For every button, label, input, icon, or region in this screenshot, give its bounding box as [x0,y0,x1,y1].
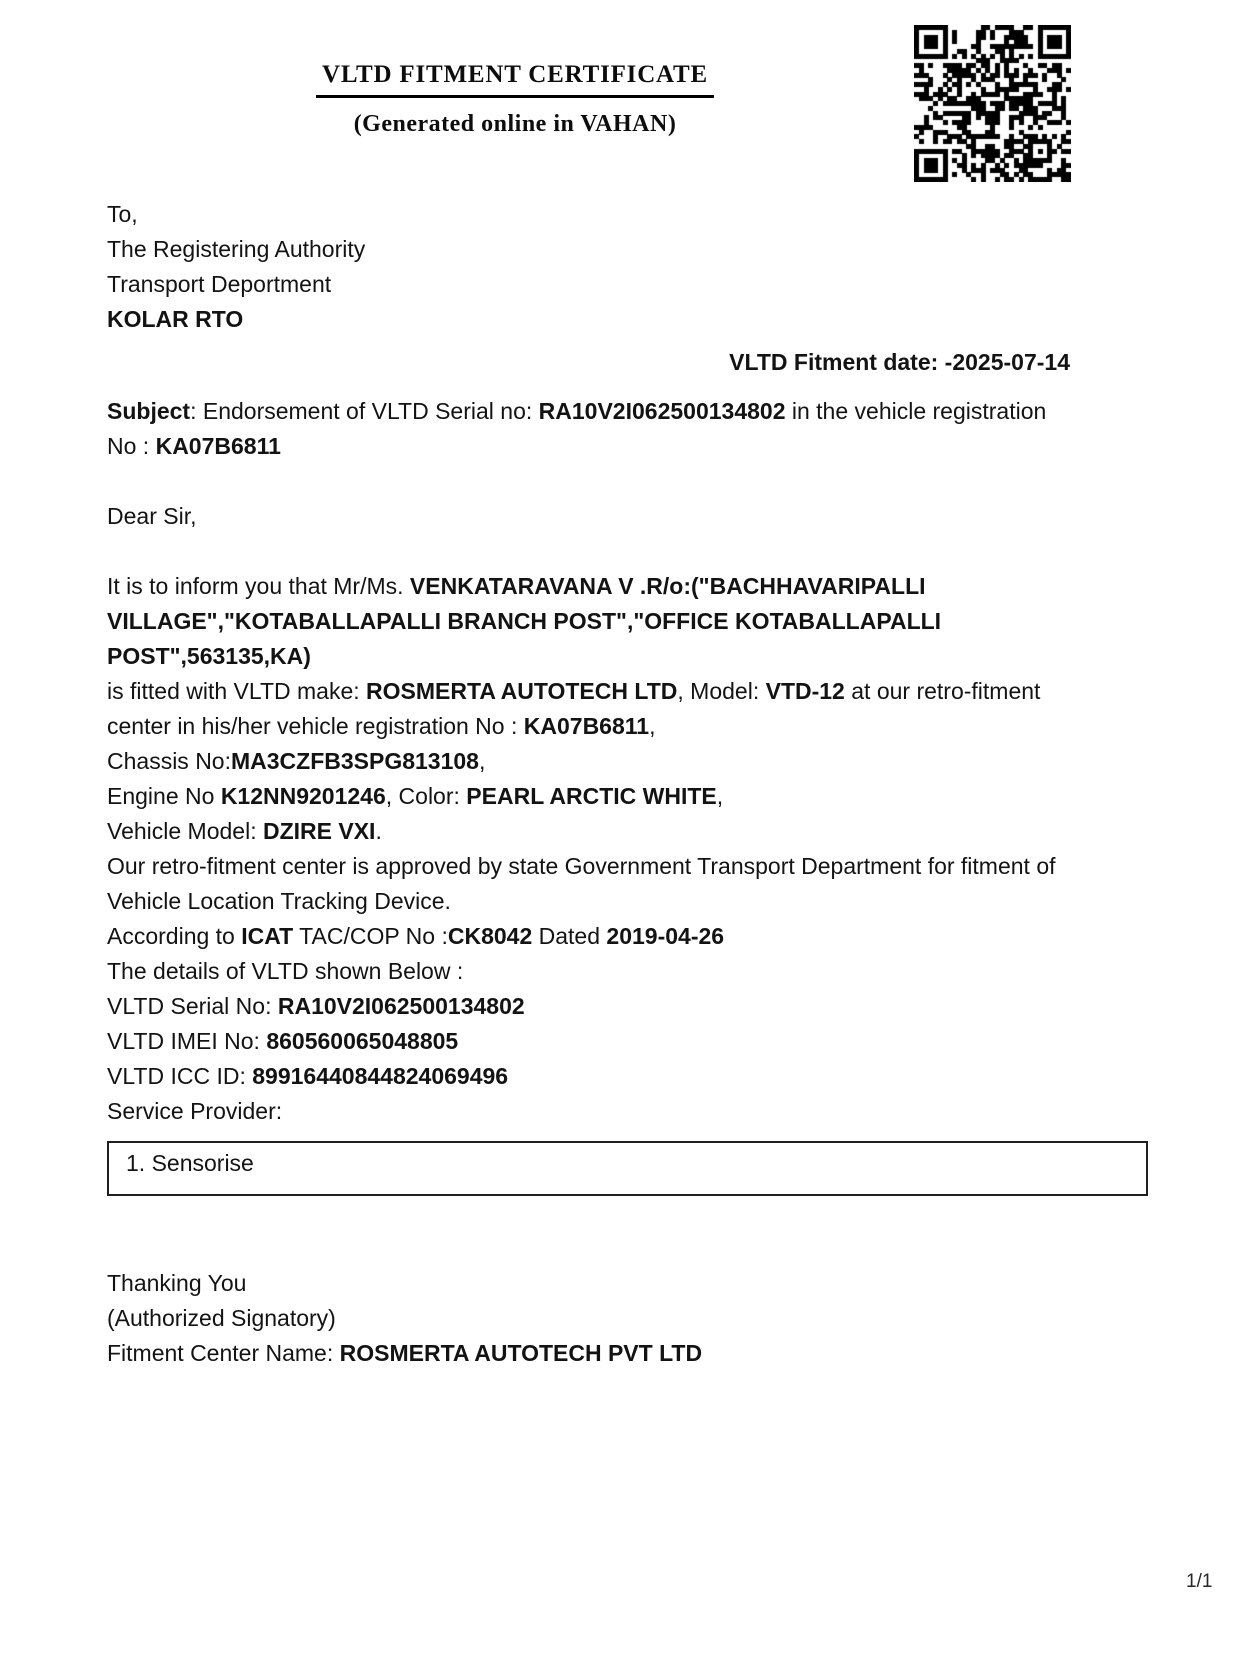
text-segment: DZIRE VXI [262,818,376,844]
page-number: 1/1 [1186,1571,1213,1592]
text-segment: According to [107,923,242,949]
text-line [107,569,1070,604]
text-line [107,709,1070,744]
text-segment: TAC/COP No : [293,923,448,949]
text-line [107,464,1070,499]
text-line [107,674,1070,709]
text-segment: It is to inform you that Mr/Ms. [107,573,410,599]
text-segment: (Authorized Signatory) [107,1305,336,1331]
text-segment: Vehicle Model: [107,818,263,844]
text-line [107,1266,1070,1301]
text-segment: 860560065048805 [266,1028,459,1054]
text-segment: ROSMERTA AUTOTECH LTD [366,678,678,704]
text-segment: Engine No [107,783,221,809]
text-line [107,1059,1070,1094]
text-segment: , [478,748,486,774]
text-segment: VTD-12 [765,678,845,704]
text-segment: is fitted with VLTD make: [107,678,367,704]
text-segment: Subject [107,398,191,424]
text-line [107,267,1070,302]
text-line [107,604,1070,639]
text-segment: To, [107,201,138,227]
certificate-subtitle: (Generated online in VAHAN) [353,111,677,137]
text-segment: Thanking You [107,1270,247,1296]
text-segment: POST",563135,KA) [107,643,311,669]
text-segment: , Model: [677,678,766,704]
text-segment: PEARL ARCTIC WHITE [466,783,717,809]
text-line [107,394,1070,429]
text-segment: KA07B6811 [155,433,281,459]
text-line [107,232,1070,267]
text-segment: : Endorsement of VLTD Serial no: [190,398,539,424]
text-line [107,884,1070,919]
text-line [107,814,1070,849]
text-segment: KA07B6811 [523,713,650,739]
text-segment: MA3CZFB3SPG813108 [230,748,479,774]
text-segment: RA10V2I062500134802 [277,993,525,1019]
text-segment: ICAT [241,923,294,949]
text-segment: Transport Deportment [107,271,332,297]
text-line [107,989,1070,1024]
text-segment: Dated [532,923,607,949]
text-segment: VLTD Fitment date: -2025-07-14 [729,349,1070,375]
signature-block [107,1266,1070,1371]
text-segment: , [716,783,724,809]
text-segment: VLTD ICC ID: [107,1063,253,1089]
certificate-title: VLTD FITMENT CERTIFICATE [316,60,714,98]
text-line [107,919,1070,954]
text-line [107,429,1070,464]
text-segment: RA10V2I062500134802 [538,398,786,424]
text-segment: VILLAGE","KOTABALLAPALLI BRANCH POST","OFFICE KOTABALLAPALLI [107,608,942,634]
text-segment: center in his/her vehicle registration No : [107,713,524,739]
letter-body [107,464,1070,1129]
subject-block [107,394,1070,464]
text-segment: The Registering Authority [107,236,366,262]
fitment-date-line [107,345,1070,380]
text-line [107,639,1070,674]
text-segment: VLTD Serial No: [107,993,278,1019]
text-segment: VLTD IMEI No: [107,1028,267,1054]
text-segment: 2019-04-26 [606,923,725,949]
text-segment: in the vehicle registration [785,398,1047,424]
text-segment: Service Provider: [107,1098,283,1124]
text-line [107,954,1070,989]
letter-content [107,197,1070,1371]
text-line [107,345,1070,380]
text-line [107,744,1070,779]
text-segment: Chassis No: [107,748,231,774]
text-segment: VENKATARAVANA V .R/o:("BACHHAVARIPALLI [409,573,926,599]
text-line [107,499,1070,534]
service-provider-box [107,1141,1148,1196]
text-segment: ROSMERTA AUTOTECH PVT LTD [339,1340,703,1366]
text-segment: KOLAR RTO [107,306,244,332]
text-line [107,1301,1070,1336]
text-line [107,302,1070,337]
text-segment: Our retro-fitment center is approved by state Government Transport Department for fitment of [107,853,1056,879]
text-segment: at our retro-fitment [844,678,1041,704]
text-segment: 89916440844824069496 [252,1063,509,1089]
text-line [107,849,1070,884]
recipient-address [107,197,1070,337]
text-segment: Vehicle Location Tracking Device. [107,888,451,914]
text-line [107,1024,1070,1059]
text-segment: . [375,818,382,844]
text-segment: Fitment Center Name: [107,1340,340,1366]
text-line [107,1336,1070,1371]
qr-code-icon [914,25,1071,182]
text-segment: K12NN9201246 [220,783,386,809]
text-segment: Dear Sir, [107,503,197,529]
text-segment: , [649,713,656,739]
text-segment: The details of VLTD shown Below : [107,958,464,984]
text-line [107,197,1070,232]
text-segment: CK8042 [447,923,533,949]
text-segment: No : [107,433,156,459]
text-line [126,1146,1146,1181]
text-segment: , Color: [385,783,467,809]
text-line [107,1094,1070,1129]
text-segment: 1. Sensorise [126,1150,254,1176]
text-line [107,779,1070,814]
certificate-header [0,0,1030,139]
text-line [107,534,1070,569]
